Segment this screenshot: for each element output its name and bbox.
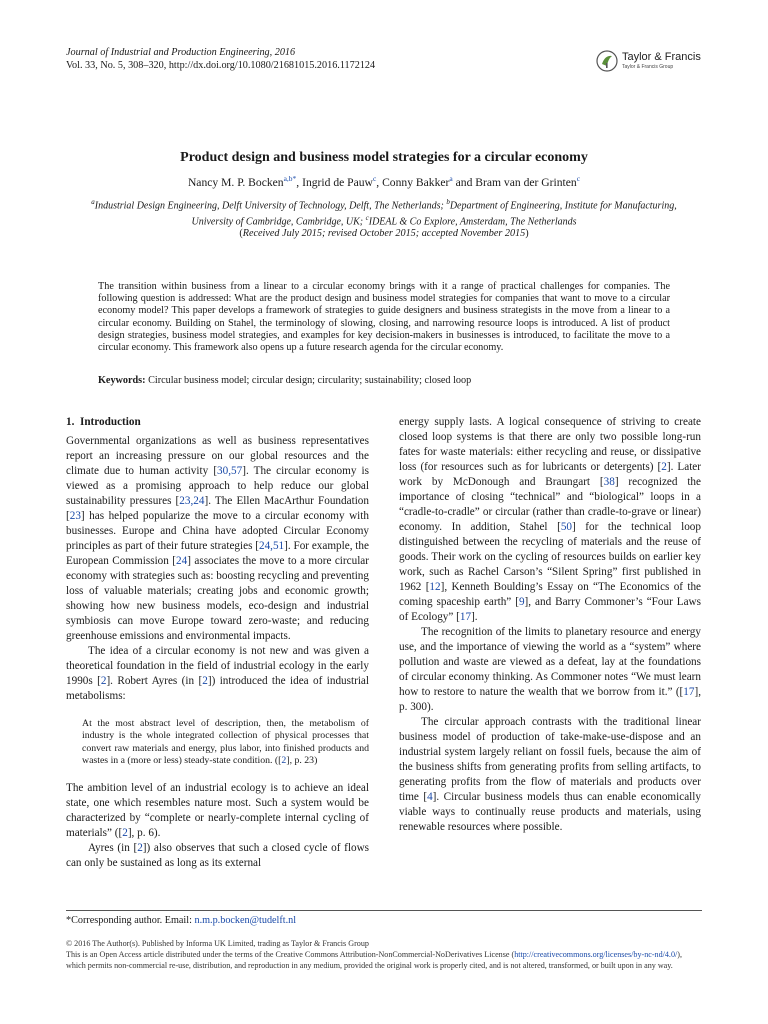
citation-link[interactable]: 24 — [176, 555, 188, 567]
text-run: ]. The circular economy is viewed as a promising approach to help reduce our global sustainability pressures [ — [66, 465, 369, 507]
paragraph — [399, 625, 701, 715]
paragraph — [66, 434, 369, 644]
affil-b-sup: b — [446, 198, 450, 206]
received-dates: (Received July 2015; revised October 2015; accepted November 2015) — [239, 228, 529, 239]
author-list: Nancy M. P. Bocken$^{a,b*}$, Ingrid de Pauw$^c$, Conny Bakker$^a$ and Bram van der Grinten$^c$ — [187, 174, 581, 189]
journal-title: Journal of Industrial and Production Engineering, 2016 — [66, 47, 296, 58]
citation-link[interactable]: 17 — [683, 686, 695, 698]
citation-link[interactable]: 17 — [459, 611, 472, 623]
section-heading — [66, 415, 369, 430]
journal-header — [66, 46, 506, 72]
citation-link[interactable]: 30,57 — [217, 465, 243, 477]
citation-link[interactable]: 4 — [427, 791, 433, 803]
author-affiliation-mark[interactable]: a,b* — [283, 174, 297, 183]
footnote-divider — [66, 910, 702, 911]
license-text — [66, 949, 702, 971]
publisher-group: Taylor & Francis Group — [622, 64, 674, 70]
section-number: 1. — [66, 416, 75, 428]
keywords-text: Circular business model; circular design; circularity; sustainability; closed loop — [148, 375, 472, 386]
citation-link[interactable]: 38 — [603, 476, 615, 488]
author-affiliation-mark[interactable]: c — [372, 174, 377, 183]
copyright-line: © 2016 The Author(s). Published by Informa UK Limited, trading as Taylor & Francis Group — [66, 939, 369, 948]
citation-link[interactable]: 23 — [69, 510, 81, 522]
text-run: The idea of a circular economy is not new and was given a theoretical foundation in the field of industrial ecology in the early 1990s [ — [66, 645, 369, 687]
section-title: Introduction — [79, 416, 141, 428]
keywords — [98, 375, 670, 386]
affil-b: Department of Engineering, Institute for Manufacturing, University of Cambridge, Cambridge, UK; — [191, 200, 677, 228]
publisher-name: Taylor & Francis — [622, 51, 701, 63]
affiliations — [76, 196, 692, 229]
citation-link[interactable]: 24,51 — [258, 540, 285, 552]
publisher-logo — [596, 50, 706, 74]
paragraph — [66, 644, 369, 704]
text-run: ]. For example, the European Commission [ — [66, 540, 369, 567]
author-affiliation-mark[interactable]: a — [449, 174, 453, 183]
author-email-link[interactable]: n.m.p.bocken@tudelft.nl — [194, 915, 297, 926]
citation-link[interactable]: 2 — [202, 675, 208, 687]
right-column — [399, 415, 701, 835]
author-affiliation-mark[interactable]: c — [576, 174, 581, 183]
text-run: Ayres (in [ — [88, 841, 138, 854]
corresponding-author-footnote — [66, 915, 296, 926]
text-run: ] for the technical loop distinguished between the recycling of materials and the reuse of goods. Their work on the cycling of resources builds on earlier key work, such as Rachel Carson’s “Silent Spring” first published in 1962 [ — [399, 521, 701, 593]
license-post: ), which permits non-commercial re-use, distribution, and reproduction in any medium, provided the original work is properly cited, and is not altered, transformed, or built upon in any way. — [66, 950, 682, 971]
text-run: ] associates the move to a more circular economy with strategies such as: boosting recycling and preventing loss of valuable materials; creating jobs and economic growth; showing how new business models, eco-design and industrial symbiosis can move Europe toward zero-waste; and reducing greenhouse emissions and environmental impacts. — [66, 555, 370, 642]
received-text: Received July 2015; revised October 2015; accepted November 2015 — [242, 228, 526, 239]
affil-a: Industrial Design Engineering, Delft University of Technology, Delft, The Netherlands; — [94, 200, 447, 212]
affil-a-sup: a — [91, 198, 95, 206]
text-run: ], p. 6). — [127, 826, 161, 839]
author-name: Nancy M. P. Bocken — [187, 175, 284, 189]
paragraph — [399, 415, 701, 625]
author-name: Bram van der Grinten — [475, 175, 577, 189]
license-url-link[interactable]: http://creativecommons.org/licenses/by-nc-nd/4.0/ — [514, 950, 678, 960]
keywords-label: Keywords: — [98, 375, 146, 386]
text-run: The circular approach contrasts with the traditional linear business model of production of take-make-use-dispose and an industrial system largely reliant on fossil fuels, because the aim of the business shifts from generating profits from selling artifacts, to generating profits from the flow of materials and products over time [ — [399, 716, 701, 803]
citation-link[interactable]: 2 — [137, 841, 143, 854]
paragraph — [399, 715, 701, 835]
text-run: The ambition level of an industrial ecology is to achieve an ideal state, one which resembles nature most. Such a system would be characterized by “complete or nearly-complete internal cycling of materials” ([ — [66, 781, 369, 839]
citation-link[interactable]: 23,24 — [179, 495, 205, 507]
text-run: ]. — [471, 611, 478, 623]
citation-link[interactable]: 2 — [100, 675, 107, 687]
taylor-francis-logo-icon — [596, 50, 618, 72]
text-run: Governmental organizations as well as business representatives report an increasing pressure on our global resources and the climate due to human activity [ — [66, 435, 369, 477]
citation-link[interactable]: 2 — [281, 755, 287, 767]
block-quote — [82, 718, 369, 768]
citation-link[interactable]: 9 — [518, 596, 525, 608]
text-run: ]. Later work by McDonough and Braungart [ — [399, 461, 701, 488]
affil-c-sup: c — [365, 214, 369, 223]
text-run: ] has helped popularize the move to a circular economy with businesses. Europe and China have adopted Circular Economy principles as part of their future strategies [ — [66, 510, 369, 552]
footnote-label: *Corresponding author. Email: — [66, 915, 195, 926]
text-run: ], and Barry Commoner’s “Four Laws of Ecology” [ — [399, 596, 701, 623]
text-run: The recognition of the limits to planetary resource and energy use, and the importance of viewing the world as a “system” where pollution and waste are viewed as a defeat, lay at the foundations of circular economy thinking. As Commoner notes “We must learn how to restore to nature the wealth that we borrow from it.” ([ — [399, 626, 701, 698]
affil-c: IDEAL & Co Explore, Amsterdam, The Netherlands — [368, 216, 577, 228]
text-run: energy supply lasts. A logical consequence of striving to create closed loop systems is that there are only two possible long-run fates for waste materials: either recycling and reuse, or dissipative loss (for resources such as for lubricants or detergents) [ — [399, 416, 701, 473]
citation-link[interactable]: 12 — [429, 581, 441, 593]
journal-volume-doi[interactable]: Vol. 33, No. 5, 308–320, http://dx.doi.org/10.1080/21681015.2016.1172124 — [66, 60, 376, 71]
author-name: Conny Bakker — [382, 175, 450, 189]
text-run: ]) introduced the idea of industrial metabolisms: — [66, 675, 370, 702]
license-pre: This is an Open Access article distributed under the terms of the Creative Commons Attribution-NonCommercial-NoDerivatives License ( — [66, 950, 515, 960]
text-run: ], p. 300). — [399, 686, 701, 713]
paper-title: Product design and business model strategies for a circular economy — [180, 150, 588, 165]
text-run: ], Kenneth Boulding’s Essay on “The Economics of the coming spaceship earth” [ — [399, 581, 701, 608]
paragraph — [66, 841, 369, 871]
citation-link[interactable]: 2 — [122, 826, 128, 839]
citation-link[interactable]: 50 — [560, 521, 573, 533]
text-run: ] recognized the importance of closing “technical” and “biological” loops in a “cradle-to-cradle” or circular (rather than cradle-to-grave or linear) economy. In addition, Stahel [ — [399, 476, 701, 533]
paragraph — [66, 781, 369, 841]
text-run: ], p. 23) — [286, 755, 318, 767]
text-run: ]) also observes that such a closed cycle of flows can only be sustained as long as its external — [66, 841, 370, 869]
citation-link[interactable]: 2 — [661, 461, 667, 473]
left-column — [66, 415, 369, 871]
text-run: At the most abstract level of description, then, the metabolism of industry is the whole integrated collection of physical processes that convert raw materials and energy, plus labor, into finished products and wastes in a (more or less) steady-state condition. ([ — [82, 718, 369, 767]
text-run: ]. Robert Ayres (in [ — [106, 675, 203, 687]
author-name: Ingrid de Pauw — [302, 175, 373, 189]
abstract: The transition within business from a linear to a circular economy brings with it a range of practical challenges for companies. The following question is addressed: What are the product design and business model strategies for companies that want to move to a circular economy model? This paper develops a framework of strategies to guide designers and business strategists in the move from a linear to a circular economy. Building on Stahel, the terminology of slowing, closing, and narrowing resource loops is introduced. A list of product design strategies, business model strategies, and examples for key decision-makers in businesses is introduced, to facilitate the move to a circular economy. This framework also opens up a future research agenda for the circular economy. — [98, 281, 670, 354]
license-notice — [66, 938, 702, 972]
text-run: ]. The Ellen MacArthur Foundation [ — [66, 495, 369, 522]
text-run: ]. Circular business models thus can enable economically viable ways to continually reuse products and materials, using renewable resources where possible. — [399, 791, 701, 833]
